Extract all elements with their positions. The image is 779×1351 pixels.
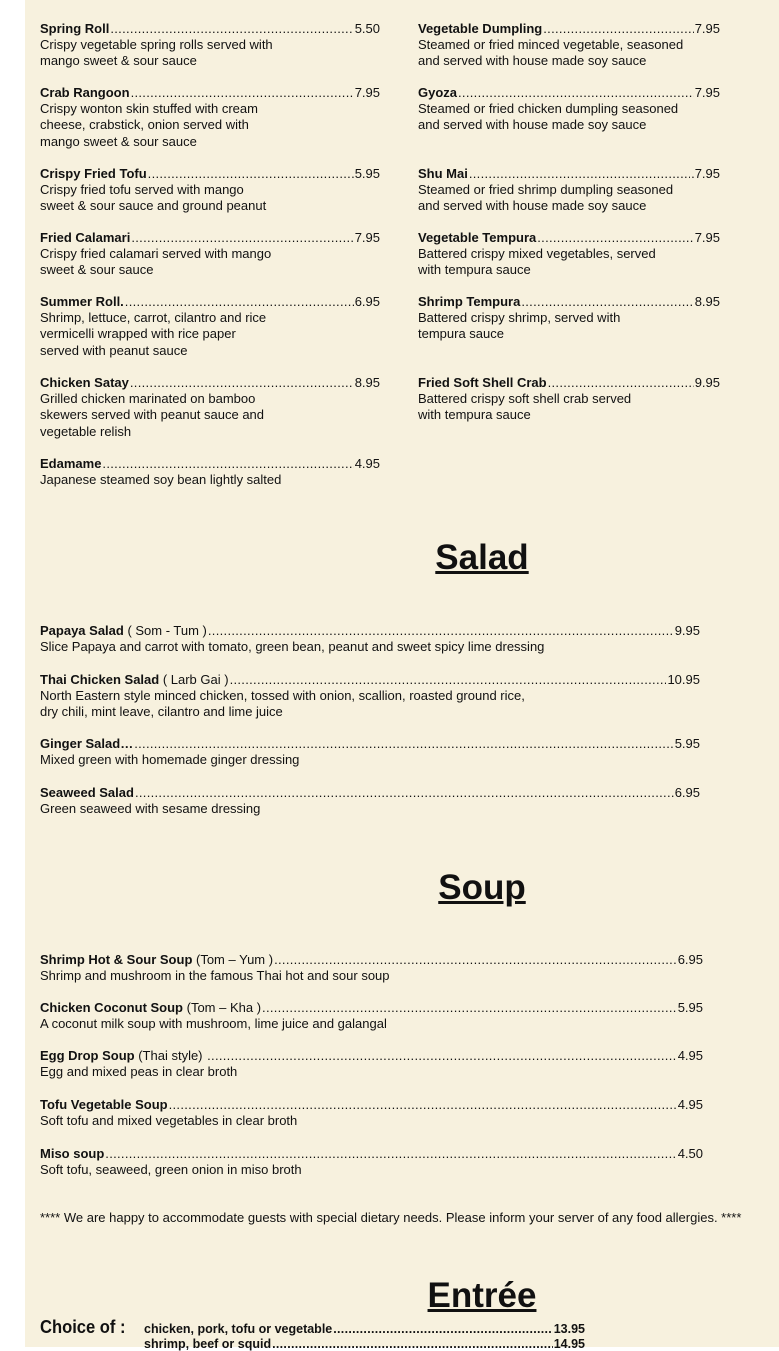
item-description: Japanese steamed soy bean lightly salted [40,472,282,488]
item-price: 4.50 [677,1146,703,1161]
item-title-line [418,294,720,310]
item-name: Thai Chicken Salad [40,672,160,687]
item-description: Egg and mixed peas in clear broth [40,1064,238,1080]
item-description: Soft tofu and mixed vegetables in clear broth [40,1113,298,1129]
leader-dots [135,785,674,801]
item-name: Crab Rangoon [40,85,130,100]
item-title-line [418,166,720,182]
item-price: 7.95 [694,230,720,245]
menu-page [25,0,779,1351]
item-price: 6.95 [674,785,700,800]
item-title-line [40,623,700,639]
item-description: served with peanut sauce [40,342,188,358]
soup-heading: Soup [438,868,526,907]
item-price: 5.95 [354,166,380,181]
item-description: skewers served with peanut sauce and [40,407,265,423]
leader-dots [521,294,693,310]
item-name: Fried Calamari [40,230,131,245]
item-description: Crispy fried tofu served with mango [40,182,244,198]
menu-item [40,21,380,70]
item-description: sweet & sour sauce and ground peanut [40,198,267,214]
item-price: 7.95 [354,230,380,245]
item-subname: ( Som - Tum ) [123,623,207,638]
menu-item [40,375,380,440]
item-description: Shrimp and mushroom in the famous Thai hot and sour soup [40,968,390,984]
item-description: Shrimp, lettuce, carrot, cilantro and rice [40,310,267,326]
leader-dots [131,85,354,101]
item-description: tempura sauce [418,326,504,342]
item-name: Fried Soft Shell Crab [418,375,547,390]
entree-option [144,1322,585,1336]
item-name: Spring Roll [40,21,110,36]
menu-item [40,1097,703,1129]
leader-dots [102,456,353,472]
item-description: Battered crispy mixed vegetables, served [418,246,656,262]
item-price: 6.95 [677,952,703,967]
item-name: Shrimp Tempura [418,294,521,309]
item-description: cheese, crabstick, onion served with [40,117,249,133]
item-title-line [40,1146,703,1162]
item-description: mango sweet & sour sauce [40,53,197,69]
item-description: Slice Papaya and carrot with tomato, green bean, peanut and sweet spicy lime dressing [40,639,545,655]
item-description: Crispy wonton skin stuffed with cream [40,101,258,117]
item-name: Ginger Salad… [40,736,134,751]
item-title-line [40,785,700,801]
item-description: Crispy fried calamari served with mango [40,246,272,262]
leader-dots [274,952,677,968]
item-price: 8.95 [694,294,720,309]
item-description: Steamed or fried shrimp dumpling seasoned [418,182,674,198]
menu-item [40,672,700,721]
item-price: 7.95 [694,21,720,36]
menu-item [40,736,700,768]
leader-dots [110,21,353,37]
item-name: Seaweed Salad [40,785,134,800]
item-title-line [418,85,720,101]
item-title-line [40,1097,703,1113]
leader-dots [537,230,693,246]
item-title-line [40,375,380,391]
leader-dots [134,736,673,752]
allergy-note: **** We are happy to accommodate guests with special dietary needs. Please inform your server of any food allergies. **** [40,1210,742,1225]
menu-item [40,1048,703,1080]
item-title-line [40,166,380,182]
leader-dots [548,375,694,391]
entree-option-name: shrimp, beef or squid [144,1337,272,1351]
item-price: 8.95 [354,375,380,390]
item-description: North Eastern style minced chicken, tossed with onion, scallion, roasted ground rice, [40,688,525,704]
item-name: Chicken Coconut Soup [40,1000,183,1015]
item-name: Summer Roll. [40,294,124,309]
item-description: Soft tofu, seaweed, green onion in miso broth [40,1162,302,1178]
menu-item [40,1146,703,1178]
leader-dots [207,1048,677,1064]
item-description: with tempura sauce [418,407,531,423]
menu-item [40,456,380,488]
menu-item [40,230,380,279]
leader-dots [105,1146,676,1162]
item-price: 10.95 [667,672,700,687]
item-description: vermicelli wrapped with rice paper [40,326,236,342]
item-price: 7.95 [694,85,720,100]
item-description: Steamed or fried chicken dumpling seasoned [418,101,679,117]
item-description: Green seaweed with sesame dressing [40,801,261,817]
item-subname: (Tom – Yum ) [192,952,274,967]
menu-item [40,85,380,150]
item-description: and served with house made soy sauce [418,198,647,214]
item-description: Battered crispy shrimp, served with [418,310,621,326]
item-description: vegetable relish [40,423,132,439]
item-name: Shu Mai [418,166,468,181]
item-description: and served with house made soy sauce [418,53,647,69]
item-description: dry chili, mint leave, cilantro and lime juice [40,704,283,720]
entree-option-price: 13.95 [553,1322,585,1336]
item-price: 4.95 [677,1097,703,1112]
item-description: sweet & sour sauce [40,262,154,278]
item-price: .7.95 [691,166,720,181]
item-title-line [418,230,720,246]
item-name: Papaya Salad [40,623,124,638]
entree-option [144,1337,585,1351]
leader-dots [469,166,690,182]
leader-dots [131,230,353,246]
item-title-line [40,85,380,101]
item-description: mango sweet & sour sauce [40,133,197,149]
item-title-line [40,736,700,752]
menu-item [418,294,720,343]
item-subname: ( Larb Gai ) [159,672,229,687]
choice-of-label: Choice of : [40,1317,126,1337]
item-name: Miso soup [40,1146,105,1161]
item-description: A coconut milk soup with mushroom, lime juice and galangal [40,1016,387,1032]
item-price: 5.50 [354,21,380,36]
leader-dots [125,294,354,310]
item-price: 9.95 [674,623,700,638]
menu-item [418,375,720,424]
entree-option-price: 14.95 [553,1337,585,1351]
item-price: 4.95 [354,456,380,471]
item-name: Tofu Vegetable Soup [40,1097,168,1112]
leader-dots [543,21,693,37]
menu-item [418,21,720,70]
salad-heading: Salad [435,538,529,577]
item-name: Vegetable Tempura [418,230,537,245]
item-description: with tempura sauce [418,262,531,278]
menu-item [40,623,700,655]
menu-item [40,785,700,817]
item-title-line [418,375,720,391]
leader-dots [458,85,694,101]
leader-dots [262,1000,677,1016]
item-price: 5.95 [674,736,700,751]
item-title-line [40,21,380,37]
menu-item [40,166,380,215]
item-description: and served with house made soy sauce [418,117,647,133]
item-description: Battered crispy soft shell crab served [418,391,632,407]
item-name: Shrimp Hot & Sour Soup [40,952,193,967]
entree-heading: Entrée [427,1276,537,1315]
item-name: Crispy Fried Tofu [40,166,147,181]
item-subname: (Tom – Kha ) [183,1000,262,1015]
item-title-line [40,952,703,968]
item-description: Grilled chicken marinated on bamboo [40,391,256,407]
item-title-line [40,1000,703,1016]
leader-dots [148,166,354,182]
item-name: Edamame [40,456,102,471]
item-title-line [40,230,380,246]
menu-item [40,952,703,984]
leader-dots [333,1322,552,1336]
item-subname: (Thai style) [134,1048,207,1063]
item-price: 9.95 [694,375,720,390]
item-price: 6.95 [354,294,380,309]
item-title-line [418,21,720,37]
leader-dots [169,1097,677,1113]
item-title-line [40,456,380,472]
item-price: 4.95 [677,1048,703,1063]
leader-dots [230,672,667,688]
menu-item [40,1000,703,1032]
leader-dots [272,1337,553,1351]
item-description: Mixed green with homemade ginger dressing [40,752,300,768]
item-name: Chicken Satay [40,375,129,390]
item-title-line [40,1048,703,1064]
item-name: Vegetable Dumpling [418,21,543,36]
leader-dots [130,375,354,391]
item-name: Gyoza [418,85,458,100]
item-description: Steamed or fried minced vegetable, seasoned [418,37,684,53]
item-price: 5.95 [677,1000,703,1015]
item-title-line [40,672,700,688]
item-price: 7.95 [354,85,380,100]
item-description: Crispy vegetable spring rolls served with [40,37,273,53]
item-name: Egg Drop Soup [40,1048,135,1063]
menu-item [418,166,720,215]
menu-item [418,230,720,279]
leader-dots [208,623,674,639]
entree-option-name: chicken, pork, tofu or vegetable [144,1322,333,1336]
menu-item [40,294,380,359]
item-title-line [40,294,380,310]
menu-item [418,85,720,134]
